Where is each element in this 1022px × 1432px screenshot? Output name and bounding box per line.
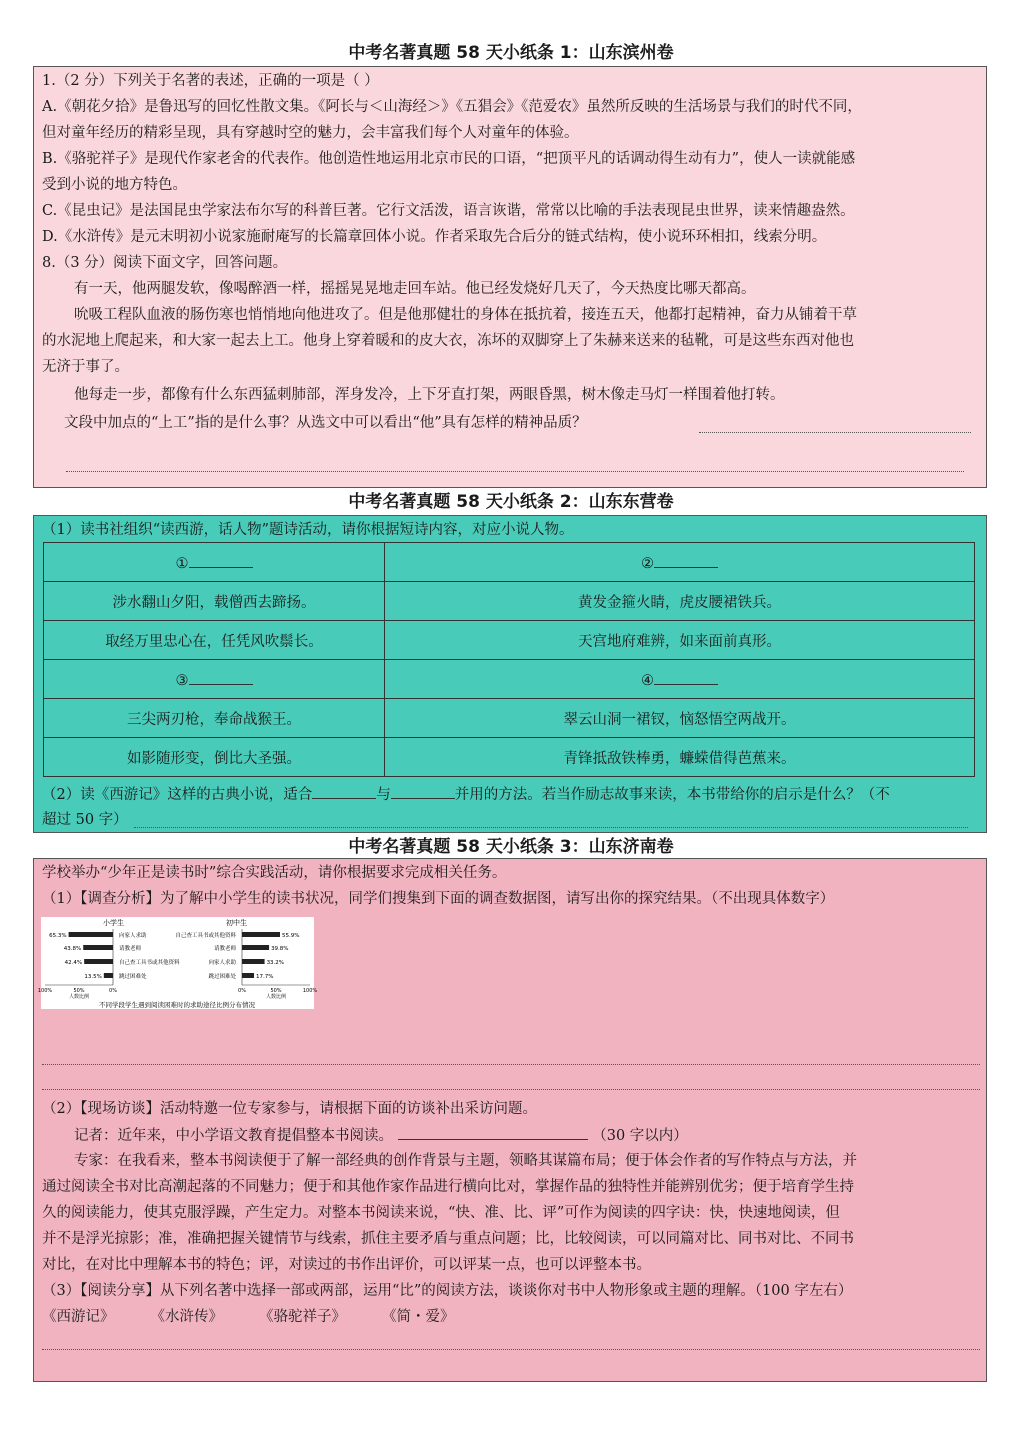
reporter-limit: （30 字以内） <box>592 1128 688 1144</box>
answer-line[interactable] <box>699 432 971 433</box>
section1-title: 中考名著真题 58 天小纸条 1：山东滨州卷 <box>348 43 674 63</box>
bar-junior-2 <box>242 959 265 964</box>
blank-cell[interactable] <box>44 660 385 699</box>
q2-text-a: （2）读《西游记》这样的古典小说，适合 <box>42 787 313 803</box>
section3-title: 中考名著真题 58 天小纸条 3：山东济南卷 <box>348 837 674 857</box>
section1-panel <box>33 66 987 488</box>
bar-primary-2 <box>84 959 113 964</box>
q8-stem: 8.（3 分）阅读下面文字，回答问题。 <box>42 255 288 271</box>
chart-panel-junior <box>175 929 317 1000</box>
option-b-line1: B.《骆驼祥子》是现代作家老舍的代表作。他创造性地运用北京市民的口语，“把顶平凡的话调动得生动有力”，使人一读就能感 <box>42 151 856 167</box>
reporter-text: 记者：近年来，中小学语文教育提倡整本书阅读。 <box>74 1128 393 1144</box>
survey-chart <box>37 917 318 1009</box>
category-label-primary-0: 向家人求助 <box>119 933 147 939</box>
section2-q2-line1 <box>42 784 978 805</box>
poem-line: 三尖两刃枪，奉命战猴王。 <box>44 699 385 738</box>
value-label-primary-0: 65.3% <box>49 933 67 939</box>
section3-q3: （3）【阅读分享】从下列名著中选择一部或两部，运用“比”的阅读方法，谈谈你对书中人物形象或主题的理解。（100 字左右） <box>42 1283 853 1299</box>
bar-junior-0 <box>242 932 280 937</box>
bar-junior-3 <box>242 973 254 978</box>
expert-line5: 对比，在对比中理解本书的特色；评，对读过的书作出评价，可以评某一点，也可以评整本书。 <box>42 1257 651 1273</box>
passage-line2: 吮吸工程队血液的肠伤寒也悄悄地向他进攻了。但是他那健壮的身体在抵抗着，接连五天，他都打起精神，奋力从铺着干草 <box>74 307 857 323</box>
q2-text-c: 并用的方法。若当作励志故事来读，本书带给你的启示是什么？（不 <box>454 787 890 803</box>
section3-intro: 学校举办“少年正是读书时”综合实践活动，请你根据要求完成相关任务。 <box>42 865 507 881</box>
tick-label-junior-0: 0% <box>238 988 246 994</box>
expert-line1: 专家：在我看来，整本书阅读便于了解一部经典的创作背景与主题，领略其谋篇布局；便于体会作者的写作特点与方法，并 <box>74 1153 857 1169</box>
expert-line3: 久的阅读能力，使其克服浮躁，产生定力。对整本书阅读来说，“快、准、比、评”可作为阅读的四字诀：快，快速地阅读，但 <box>42 1205 840 1221</box>
tick-label-primary-1: 50% <box>73 988 85 994</box>
panel-title-junior: 初中生 <box>226 919 247 927</box>
book-2: 《水浒传》 <box>150 1309 223 1325</box>
expert-line4: 并不是浮光掠影；准，准确把握关键情节与线索，抓住主要矛盾与重点问题；比，比较阅读，可以同篇对比、同书对比、不同书 <box>42 1231 854 1247</box>
poem-line: 黄发金箍火睛，虎皮腰裙铁兵。 <box>385 582 975 621</box>
reporter-line <box>74 1125 978 1146</box>
section3-q2: （2）【现场访谈】活动特邀一位专家参与，请根据下面的访谈补出采访问题。 <box>42 1101 537 1117</box>
section3-panel <box>33 858 987 1382</box>
category-label-primary-3: 跳过困难处 <box>119 974 147 980</box>
section2-q2-line2: 超过 50 字） <box>42 812 128 828</box>
category-label-junior-2: 向家人求助 <box>208 960 236 966</box>
value-label-primary-2: 42.4% <box>64 960 83 966</box>
interview-question-field[interactable] <box>398 1125 588 1140</box>
value-label-junior-3: 17.7% <box>256 974 274 980</box>
poem-line: 涉水翻山夕阳，载僧西去蹄扬。 <box>44 582 385 621</box>
book-3: 《骆驼祥子》 <box>259 1309 346 1325</box>
tick-label-primary-0: 100% <box>37 988 53 994</box>
category-label-junior-3: 跳过困难处 <box>208 974 236 980</box>
poem-line: 取经万里忠心在，任凭风吹鬃长。 <box>44 621 385 660</box>
blank-number: ④ <box>641 672 654 689</box>
option-b-line2: 受到小说的地方特色。 <box>42 177 187 193</box>
answer-line[interactable] <box>42 1349 980 1350</box>
chart-title: 不同学段学生遇到阅读困难时的求助途径比例分布情况 <box>99 1001 255 1009</box>
blank-cell[interactable] <box>44 543 385 582</box>
q2-text-b: 与 <box>376 787 391 803</box>
option-d: D.《水浒传》是元末明初小说家施耐庵写的长篇章回体小说。作者采取先合后分的链式结构，使小说环环相扣，线索分明。 <box>42 229 827 245</box>
value-label-junior-2: 33.2% <box>266 960 285 966</box>
tick-label-primary-2: 0% <box>109 988 117 994</box>
option-c: C.《昆虫记》是法国昆虫学家法布尔写的科普巨著。它行文活泼，语言诙谐，常常以比喻的手法表现昆虫世界，读来情趣盎然。 <box>42 203 855 219</box>
bar-primary-3 <box>104 973 113 978</box>
expert-line2: 通过阅读全书对比高潮起落的不同魅力；便于和其他作家作品进行横向比对，掌握作品的独特性并能辨别优劣；便于培育学生持 <box>42 1179 854 1195</box>
section2-panel <box>33 515 987 833</box>
passage-line5: 他每走一步，都像有什么东西猛刺肺部，浑身发冷，上下牙直打架，两眼昏黑，树木像走马灯一样围着他打转。 <box>74 387 785 403</box>
chart-panel-primary <box>38 929 180 1000</box>
section2-title: 中考名著真题 58 天小纸条 2：山东东营卷 <box>348 492 674 512</box>
answer-line[interactable] <box>66 471 964 472</box>
bar-primary-1 <box>83 945 113 950</box>
answer-line[interactable] <box>134 827 968 828</box>
option-a-line1: A.《朝花夕拾》是鲁迅写的回忆性散文集。《阿长与＜山海经＞》《五猖会》《范爱农》虽然所反映的生活场景与我们的时代不同， <box>42 99 862 115</box>
blank-field[interactable] <box>391 784 455 799</box>
bar-primary-0 <box>69 932 113 937</box>
book-1: 《西游记》 <box>42 1309 115 1325</box>
blank-number: ① <box>175 555 189 572</box>
passage-line4: 无济于事了。 <box>42 359 129 375</box>
poem-line: 翠云山洞一裙钗，恼怒悟空两战开。 <box>385 699 975 738</box>
value-label-primary-3: 13.5% <box>84 974 102 980</box>
blank-number: ③ <box>175 672 189 689</box>
chart-svg <box>37 917 318 1009</box>
q1-stem: 1.（2 分）下列关于名著的表述，正确的一项是（ ） <box>42 73 379 89</box>
tick-label-junior-1: 50% <box>270 988 282 994</box>
book-4: 《简・爱》 <box>382 1309 455 1325</box>
section2-intro: （1）读书社组织“读西游，话人物”题诗活动，请你根据短诗内容，对应小说人物。 <box>42 522 574 538</box>
option-a-line2: 但对童年经历的精彩呈现，具有穿越时空的魅力，会丰富我们每个人对童年的体验。 <box>42 125 579 141</box>
poem-line: 天宫地府难辨，如来面前真形。 <box>385 621 975 660</box>
category-label-junior-0: 自己查工具书或其他资料 <box>175 933 236 939</box>
book-list <box>42 1307 978 1327</box>
x-axis-label-primary: 人数比例 <box>68 994 90 1000</box>
passage-line3: 的水泥地上爬起来，和大家一起去上工。他身上穿着暖和的皮大衣，冻坏的双脚穿上了朱赫来送来的毡靴，可是这些东西对他也 <box>42 333 854 349</box>
answer-line[interactable] <box>42 1064 980 1065</box>
x-axis-label-junior: 人数比例 <box>265 994 287 1000</box>
blank-cell[interactable] <box>385 660 975 699</box>
tick-label-junior-2: 100% <box>302 988 318 994</box>
blank-number: ② <box>641 555 654 572</box>
category-label-primary-1: 请教老师 <box>119 946 142 952</box>
section3-q1: （1）【调查分析】为了解中小学生的读书状况，同学们搜集到下面的调查数据图，请写出你的探究结果。（不出现具体数字） <box>42 891 835 907</box>
answer-line[interactable] <box>42 1089 980 1090</box>
passage-line1: 有一天，他两腿发软，像喝醉酒一样，摇摇晃晃地走回车站。他已经发烧好几天了，今天热度比哪天都高。 <box>74 281 756 297</box>
panel-title-primary: 小学生 <box>103 919 124 927</box>
value-label-junior-1: 39.8% <box>271 946 289 952</box>
value-label-primary-1: 43.8% <box>63 946 82 952</box>
poem-line: 青锋抵敌铁棒勇，蠊蝾借得芭蕉来。 <box>385 738 975 777</box>
q8-question: 文段中加点的“上工”指的是什么事？从选文中可以看出“他”具有怎样的精神品质？ <box>64 415 587 431</box>
poem-line: 如影随形变，倒比大圣强。 <box>44 738 385 777</box>
blank-cell[interactable] <box>385 543 975 582</box>
poem-table <box>43 542 975 777</box>
value-label-junior-0: 55.9% <box>282 933 300 939</box>
category-label-junior-1: 请教老师 <box>213 946 236 952</box>
blank-field[interactable] <box>312 784 376 799</box>
category-label-primary-2: 自己查工具书或其他资料 <box>119 960 180 966</box>
bar-junior-1 <box>242 945 269 950</box>
